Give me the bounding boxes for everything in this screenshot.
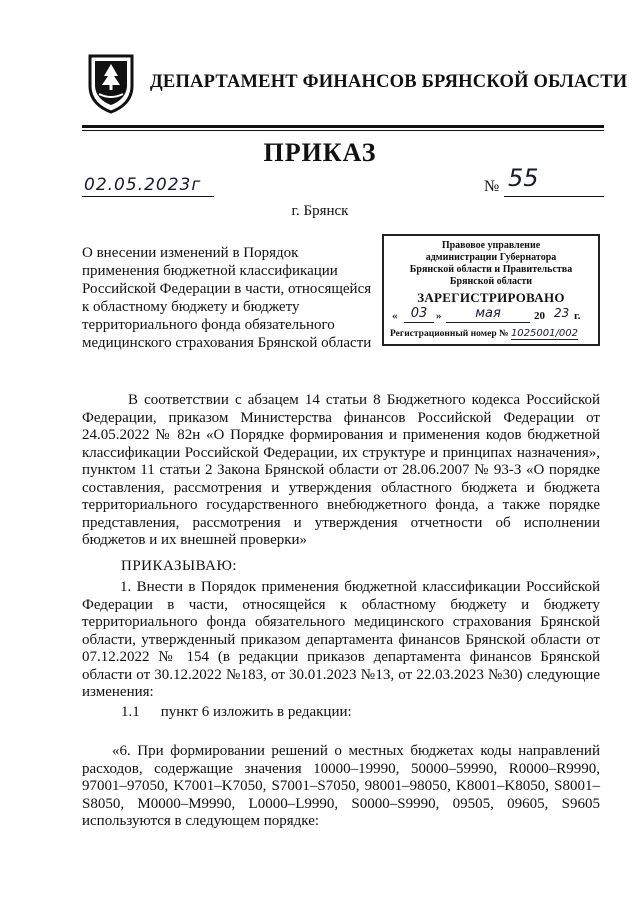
stamp-regnum bbox=[384, 328, 598, 339]
coat-of-arms-icon bbox=[86, 52, 136, 114]
handwritten-date: 02.05.2023г bbox=[84, 175, 202, 195]
stamp-month: мая bbox=[446, 306, 530, 323]
stamp-day: 03 bbox=[404, 306, 434, 323]
number-label: № bbox=[484, 178, 500, 195]
city-name: г. Брянск bbox=[291, 203, 349, 219]
stamp-year-suffix: г. bbox=[574, 310, 581, 322]
stamp-line: Брянской области bbox=[449, 276, 533, 287]
stamp-line: Брянской области и Правительства bbox=[409, 264, 573, 275]
document-type-title: ПРИКАЗ bbox=[263, 138, 377, 167]
item-6-paragraph: «6. При формировании решений о местных бюджетах коды направлений расходов, содержащие значения 10000–19990, 50000–59990, R0000–R9990, 97001–97050, K7001–K7050, S7001–S7050, 98001–98050, K8001–K8050, S8001–S8050, M0000–M9990, L0000–L9990, S0000–S9990, 09505, 09605, S9605 используются в следующем порядке: bbox=[82, 743, 600, 829]
stamp-regnum-value: 1025001/002 bbox=[510, 328, 578, 339]
preamble-paragraph: В соответствии с абзацем 14 статьи 8 Бюджетного кодекса Российской Федерации, приказом Министерства финансов Российской Федерации от 24.05.2022 № 82н «О Порядке формирования и применения кодов бюджетной классификации Российской Федерации, их структуре и принципах назначения», пунктом 11 статьи 2 Закона Брянской области от 28.06.2007 № 93-З «О порядке составления, рассмотрения и утверждения областного бюджета и бюджета территориального государственного внебюджетного фонда, а также порядке представления, рассмотрения и утверждения отчетности об исполнении бюджетов и их внешней проверки» bbox=[82, 392, 600, 548]
stamp-year-prefix: 20 bbox=[534, 310, 545, 322]
number-underline bbox=[504, 196, 604, 197]
order-word: ПРИКАЗЫВАЮ: bbox=[121, 558, 238, 574]
stamp-line: администрации Губернатора bbox=[425, 252, 557, 263]
stamp-regnum-label: Регистрационный номер № bbox=[390, 329, 509, 339]
stamp-registered: ЗАРЕГИСТРИРОВАНО bbox=[417, 290, 565, 305]
date-underline bbox=[82, 196, 214, 197]
department-name: ДЕПАРТАМЕНТ ФИНАНСОВ БРЯНСКОЙ ОБЛАСТИ bbox=[150, 72, 628, 92]
stamp-line: Правовое управление bbox=[441, 240, 541, 251]
item-1-1-text: пункт 6 изложить в редакции: bbox=[160, 704, 352, 720]
stamp-year: 23 bbox=[554, 306, 570, 320]
handwritten-number: 55 bbox=[508, 164, 539, 192]
item-1-1-number: 1.1 bbox=[121, 704, 140, 720]
stamp-open-quote: « bbox=[392, 310, 398, 322]
stamp-close-quote: » bbox=[436, 310, 442, 322]
stamp-date bbox=[384, 306, 598, 326]
registration-stamp bbox=[382, 234, 600, 346]
header-rule-thin bbox=[82, 130, 604, 131]
header-rule-thick bbox=[82, 125, 604, 128]
item-1-paragraph: 1. Внести в Порядок применения бюджетной классификации Российской Федерации в части, относящейся к областному бюджету и бюджету территориального фонда обязательного медицинского страхования Брянской области, утвержденный приказом департамента финансов Брянской области от 07.12.2022 № 154 (в редакции приказов департамента финансов Брянской области от 30.12.2022 №183, от 30.01.2023 №13, от 22.03.2023 №30) следующие изменения: bbox=[82, 579, 600, 700]
document-subject: О внесении изменений в Порядок применения бюджетной классификации Российской Федерации в части, относящейся к областному бюджету и бюджету территориального фонда обязательного медицинского страхования Брянской области bbox=[82, 245, 372, 351]
item-1-1 bbox=[121, 704, 352, 721]
